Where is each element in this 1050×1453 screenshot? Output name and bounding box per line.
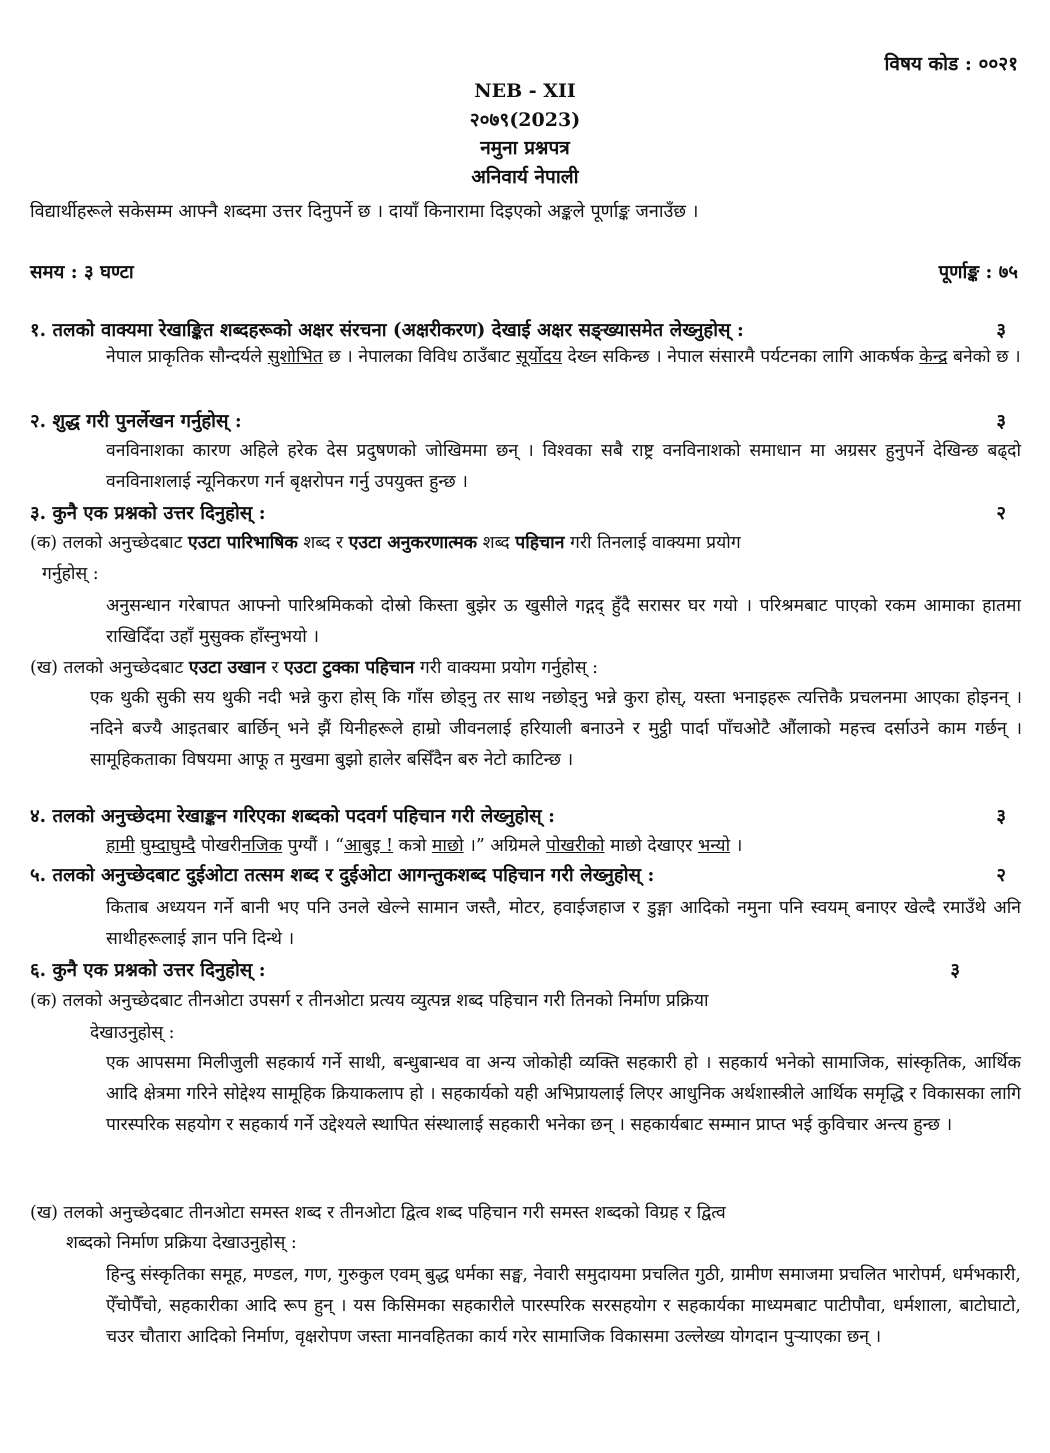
instructions: विद्यार्थीहरूले सकेसम्म आफ्नै शब्दमा उत्तर दिनुपर्ने छ । दायाँ किनारामा दिइएको अङ्कले पूर्णाङ्क जनाउँछ । (30, 201, 699, 222)
question-5-text: किताब अध्ययन गर्ने बानी भए पनि उनले खेल्ने सामान जस्तै, मोटर, हवाईजहाज र डुङ्गा आदिको नमुना पनि स्वयम् बनाएर खेल्दै रमाउँथे अनि साथीहरूलाई ज्ञान पनि दिन्थे । (106, 898, 1021, 949)
question-3a-prompt: (क) तलको अनुच्छेदबाट एउटा पारिभाषिक शब्द र एउटा अनुकरणात्मक शब्द पहिचान गरी तिनलाई वाक्यमा प्रयोग (30, 533, 741, 553)
question-6-marks: ३ (950, 960, 960, 981)
question-2-text: वनविनाशका कारण अहिले हरेक देस प्रदुषणको जोखिममा छन् । विश्वका सबै राष्ट्र वनविनाशको समाधान मा अग्रसर हुनुपर्ने देखिन्छ बढ्दो वनविनाशलाई न्यूनिकरण गर्न बृक्षरोपन गर्नु उपयुक्त हुन्छ । (106, 441, 1021, 492)
question-6-header (30, 957, 1018, 982)
question-3-marks: २ (996, 503, 1006, 524)
underlined-word: माछो (431, 836, 464, 856)
question-5-title: ५. तलको अनुच्छेदबाट दुईओटा तत्सम शब्द र दुईओटा आगन्तुकशब्द पहिचान गरी लेख्नुहोस् : (30, 865, 655, 886)
question-1-title: १. तलको वाक्यमा रेखाङ्कित शब्दहरूको अक्षर संरचना (अक्षरीकरण) देखाई अक्षर सङ्ख्यासमेत लेख्नुहोस् : (30, 320, 744, 341)
question-3b-text: एक थुकी सुकी सय थुकी नदी भन्ने कुरा होस् कि गाँस छोड्नु तर साथ नछोड्नु भन्ने कुरा होस्, यस्ता भनाइहरू त्यत्तिकै प्रचलनमा आएका होइनन् । नदिने बज्यै आइतबार बार्छिन् भने झैं यिनीहरूले हाम्रो जीवनलाई हरियाली बनाउने र मुट्ठी पार्दा पाँचओटै औंलाको महत्त्व दर्साउने काम गर्छन् । सामूहिकताका विषयमा आफू त मुखमा बुझो हालेर बसिँदैन बरु नेटो काटिन्छ । (90, 688, 1022, 770)
time-label: समय : ३ घण्टा (30, 262, 134, 283)
question-4-marks: ३ (996, 806, 1006, 827)
question-6a-prompt-cont: देखाउनुहोस् : (90, 1023, 175, 1043)
question-6b-prompt: (ख) तलको अनुच्छेदबाट तीनओटा समस्त शब्द र तीनओटा द्वित्व शब्द पहिचान गरी समस्त शब्दको विग्रह र द्वित्व (30, 1203, 726, 1223)
question-4-text: हामी घुम्दाघुम्दै पोखरीनजिक पुग्यौं । “आबुइ ! कत्रो माछो ।” अग्रिमले पोखरीको माछो देखाएर भन्यो । (106, 836, 743, 856)
question-3b-prompt: (ख) तलको अनुच्छेदबाट एउटा उखान र एउटा टुक्का पहिचान गरी वाक्यमा प्रयोग गर्नुहोस् : (30, 658, 599, 678)
underlined-word: भन्यो (697, 836, 731, 856)
meta-row (30, 259, 1018, 284)
question-5-header (30, 862, 1018, 887)
question-4-header (30, 803, 1018, 828)
question-2-header (30, 408, 1018, 433)
paper-type: नमुना प्रश्नपत्र (480, 137, 570, 159)
question-3a-prompt-cont: गर्नुहोस् : (42, 564, 99, 584)
subject-code: विषय कोड : ००२१ (884, 53, 1018, 75)
question-1-text: नेपाल प्राकृतिक सौन्दर्यले सुशोभित छ । नेपालका विविध ठाउँबाट सूर्योदय देख्न सकिन्छ । नेपाल संसारमै पर्यटनका लागि आकर्षक केन्द्र बनेको छ । (106, 347, 1021, 367)
underlined-word: आबुइ ! (344, 836, 394, 856)
underlined-word: घुम्दाघुम्दै (140, 836, 196, 856)
question-2-marks: ३ (996, 411, 1006, 432)
question-6a-prompt: (क) तलको अनुच्छेदबाट तीनओटा उपसर्ग र तीनओटा प्रत्यय व्युत्पन्न शब्द पहिचान गरी तिनको निर्माण प्रक्रिया (30, 991, 709, 1011)
exam-name: NEB - XII (474, 80, 576, 102)
underlined-word: नजिक (241, 836, 283, 856)
question-2-title: २. शुद्ध गरी पुनर्लेखन गर्नुहोस् : (30, 411, 242, 432)
question-5-marks: २ (996, 865, 1006, 886)
underlined-word: हामी (106, 836, 135, 856)
question-6b-prompt-cont: शब्दको निर्माण प्रक्रिया देखाउनुहोस् : (66, 1233, 297, 1253)
underlined-word: सुशोभित (267, 347, 323, 367)
question-6b-text: हिन्दु संस्कृतिका समूह, मण्डल, गण, गुरुकुल एवम् बुद्ध धर्मका सङ्घ, नेवारी समुदायमा प्रचलित गुठी, ग्रामीण समाजमा प्रचलित भारोपर्म, धर्मभकारी, ऐँचोपैँचो, सहकारीका आदि रूप हुन् । यस किसिमका सहकारीले पारस्परिक सरसहयोग र सहकार्यका माध्यमबाट पाटीपौवा, धर्मशाला, बाटोघाटो, चउर चौतारा आदिको निर्माण, वृक्षरोपण जस्ता मानवहितका कार्य गरेर सामाजिक विकासमा उल्लेख्य योगदान पुऱ्याएका छन् । (106, 1265, 1021, 1347)
question-3a-text: अनुसन्धान गरेबापत आफ्नो पारिश्रमिकको दोस्रो किस्ता बुझेर ऊ खुसीले गद्गद् हुँदै सरासर घर गयो । परिश्रमबाट पाएको रकम आमाका हातमा राखिदिँदा उहाँ मुसुक्क हाँस्नुभयो । (106, 596, 1021, 647)
full-marks-label: पूर्णाङ्क : ७५ (938, 262, 1018, 283)
exam-year: २०७९(2023) (469, 109, 581, 131)
underlined-word: केन्द्र (919, 347, 948, 367)
question-6a-text: एक आपसमा मिलीजुली सहकार्य गर्ने साथी, बन्धुबान्धव वा अन्य जोकोही व्यक्ति सहकारी हो । सहकार्य भनेको सामाजिक, सांस्कृतिक, आर्थिक आदि क्षेत्रमा गरिने सोद्देश्य सामूहिक क्रियाकलाप हो । सहकार्यको यही अभिप्रायलाई लिएर आधुनिक अर्थशास्त्रीले आर्थिक समृद्धि र विकासका लागि पारस्परिक सहयोग र सहकार्य गर्ने उद्देश्यले स्थापित संस्थालाई सहकारी भनेका छन् । सहकार्यबाट सम्मान प्राप्त भई कुविचार अन्त्य हुन्छ । (106, 1053, 1021, 1135)
underlined-word: सूर्योदय (516, 347, 562, 367)
underlined-word: पोखरीको (546, 836, 605, 856)
question-6-title: ६. कुनै एक प्रश्नको उत्तर दिनुहोस् : (30, 960, 266, 981)
subject-title: अनिवार्य नेपाली (471, 166, 579, 188)
question-4-title: ४. तलको अनुच्छेदमा रेखाङ्कन गरिएका शब्दको पदवर्ग पहिचान गरी लेख्नुहोस् : (30, 806, 555, 827)
question-1-marks: ३ (996, 320, 1006, 341)
question-1-header (30, 317, 1018, 342)
question-3-title: ३. कुनै एक प्रश्नको उत्तर दिनुहोस् : (30, 503, 266, 524)
question-3-header (30, 500, 1018, 525)
